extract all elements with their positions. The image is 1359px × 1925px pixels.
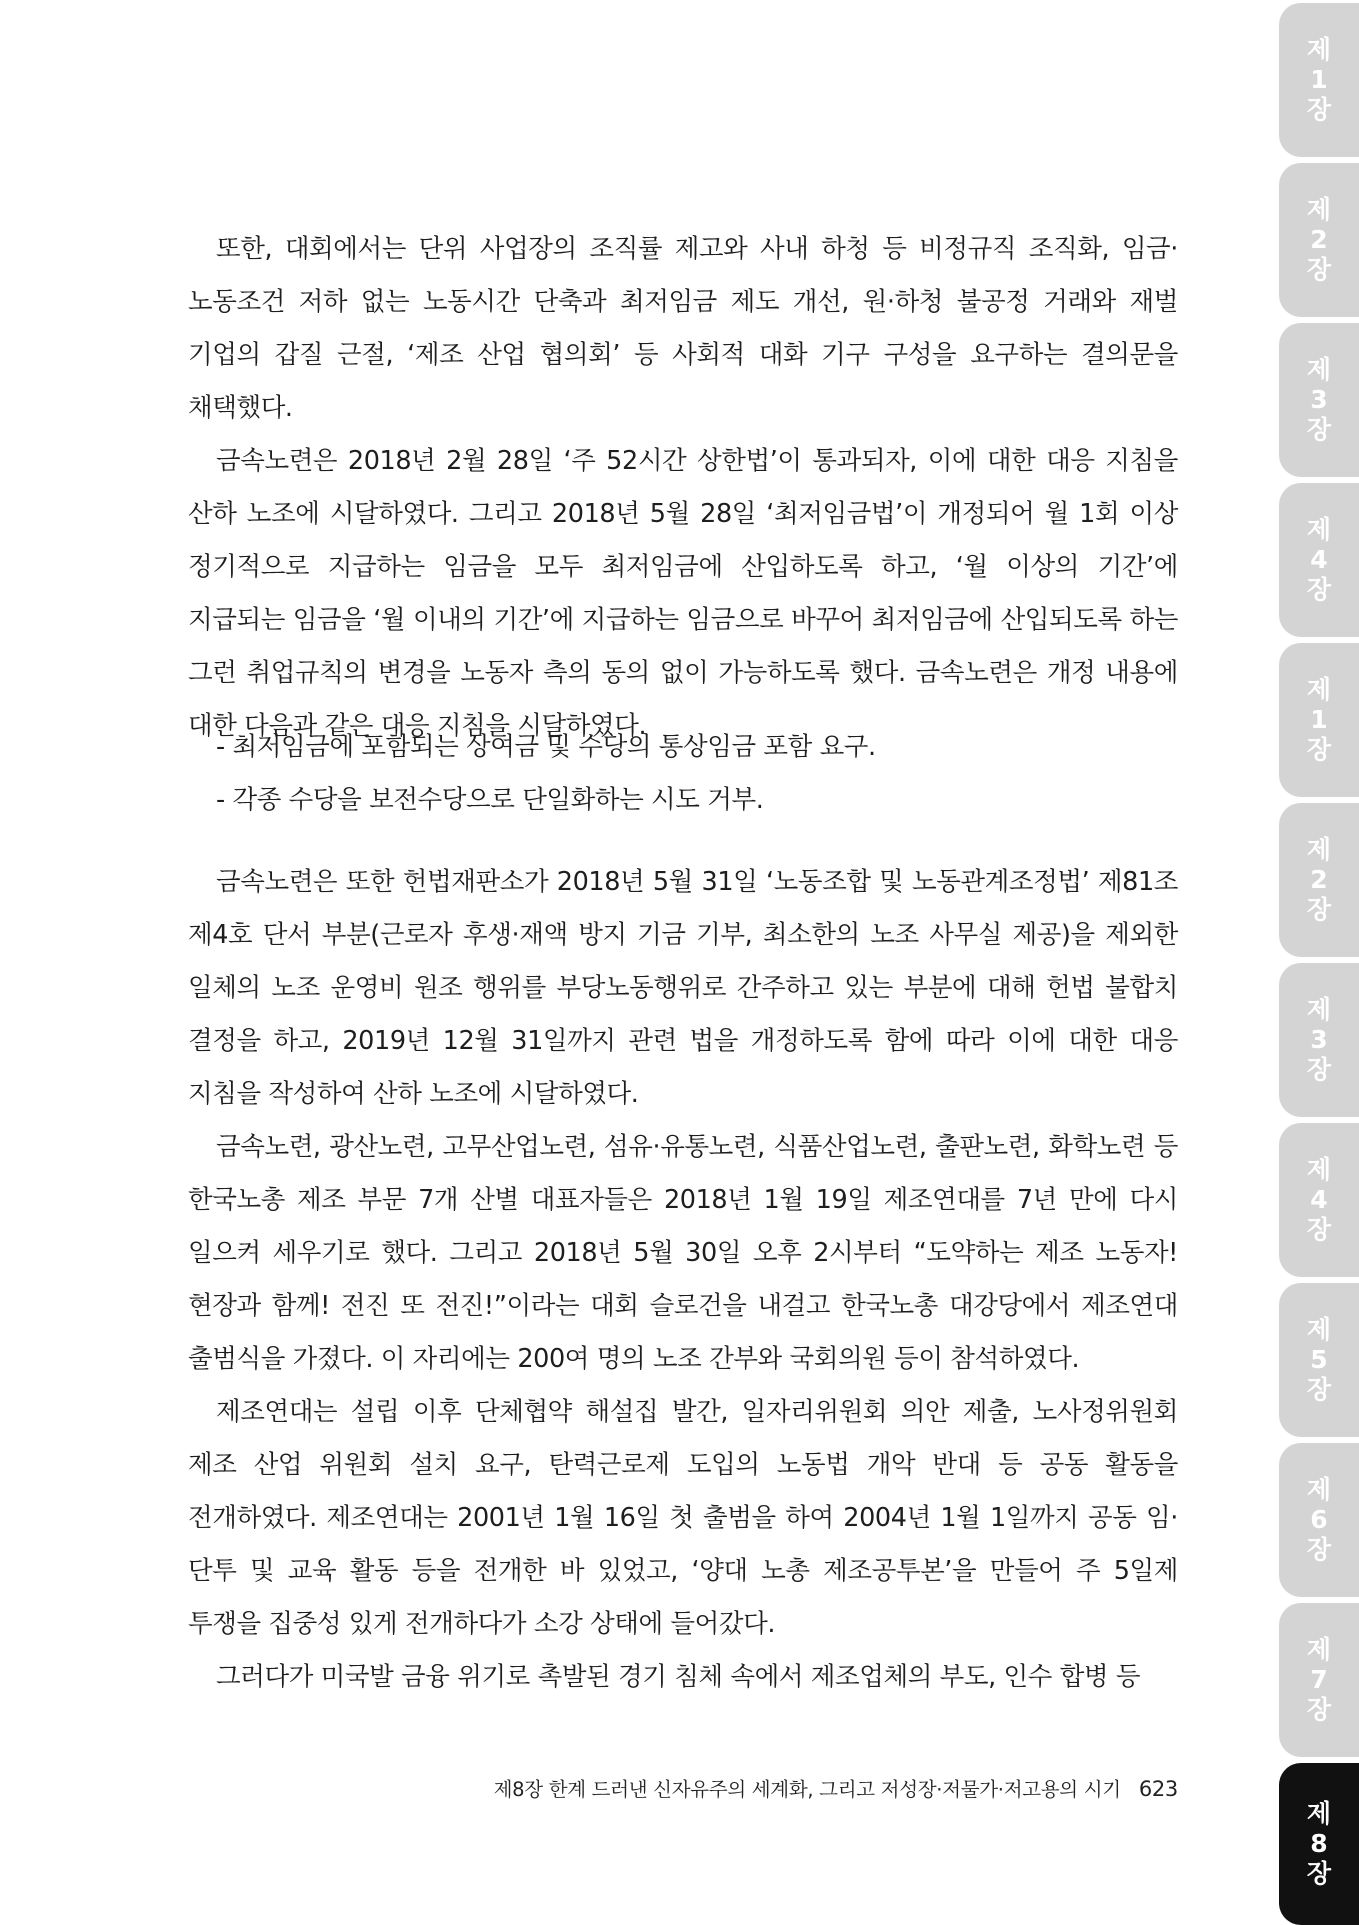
paragraph: 금속노련, 광산노련, 고무산업노련, 섬유·유통노련, 식품산업노련, 출판노련, 화학노련 등 한국노총 제조 부문 7개 산별 대표자들은 2018년 1월 19일 제조연대를 7년 만에 다시 일으켜 세우기로 했다. 그리고 2018년 5월 30일 오후 2시부터 “도약하는 제조 노동자! 현장과 함께! 전진 또 전진!”이라는 대회 슬로건을 내걸고 한국노총 대강당에서 제조연대 출범식을 가졌다. 이 자리에는 200여 명의 노조 간부와 국회의원 등이 참석하였다. (188, 1132, 1178, 1374)
chapter-tab[interactable] (1279, 643, 1359, 797)
chapter-tab[interactable] (1279, 1123, 1359, 1277)
chapter-tab-top: 제 (1306, 995, 1332, 1024)
chapter-tab-num: 8 (1310, 1829, 1328, 1858)
chapter-tab-top: 제 (1306, 35, 1332, 64)
chapter-tab-num: 1 (1310, 65, 1328, 94)
chapter-tab[interactable] (1279, 3, 1359, 157)
bullet-list (188, 721, 1178, 827)
chapter-tab-top: 제 (1306, 195, 1332, 224)
chapter-tab-bottom: 장 (1306, 1055, 1332, 1084)
chapter-tab-bottom: 장 (1306, 575, 1332, 604)
chapter-tab-bottom: 장 (1306, 895, 1332, 924)
chapter-tab-top: 제 (1306, 1315, 1332, 1344)
list-item: - 최저임금에 포함되는 상여금 및 수당의 통상임금 포함 요구. (216, 732, 876, 762)
page-number: 623 (1138, 1777, 1178, 1801)
chapter-tab[interactable] (1279, 483, 1359, 637)
paragraph: 또한, 대회에서는 단위 사업장의 조직률 제고와 사내 하청 등 비정규직 조직화, 임금·노동조건 저하 없는 노동시간 단축과 최저임금 제도 개선, 원·하청 불공정 거래와 재벌 기업의 갑질 근절, ‘제조 산업 협의회’ 등 사회적 대화 기구 구성을 요구하는 결의문을 채택했다. (188, 234, 1178, 423)
chapter-tab-top: 제 (1306, 835, 1332, 864)
chapter-tab-num: 3 (1310, 385, 1328, 414)
chapter-tab-num: 7 (1310, 1665, 1328, 1694)
chapter-tab-bottom: 장 (1306, 415, 1332, 444)
chapter-tab-top: 제 (1306, 1475, 1332, 1504)
chapter-tab-top: 제 (1306, 1155, 1332, 1184)
chapter-tab[interactable] (1279, 963, 1359, 1117)
chapter-tab-num: 4 (1310, 1185, 1328, 1214)
list-item: - 각종 수당을 보전수당으로 단일화하는 시도 거부. (216, 785, 764, 815)
running-footer (494, 1774, 1178, 1802)
chapter-tab-bottom: 장 (1306, 1215, 1332, 1244)
paragraph: 금속노련은 2018년 2월 28일 ‘주 52시간 상한법’이 통과되자, 이에 대한 대응 지침을 산하 노조에 시달하였다. 그리고 2018년 5월 28일 ‘최저임금법’이 개정되어 월 1회 이상 정기적으로 지급하는 임금을 모두 최저임금에 산입하도록 하고, ‘월 이상의 기간’에 지급되는 임금을 ‘월 이내의 기간’에 지급하는 임금으로 바꾸어 최저임금에 산입되도록 하는 그런 취업규칙의 변경을 노동자 측의 동의 없이 가능하도록 했다. 금속노련은 개정 내용에 대한 다음과 같은 대응 지침을 시달하였다. (188, 446, 1178, 741)
chapter-tab-num: 6 (1310, 1505, 1328, 1534)
chapter-tab-bottom: 장 (1306, 735, 1332, 764)
body-text-bottom (188, 856, 1178, 1704)
chapter-tab[interactable] (1279, 1443, 1359, 1597)
paragraph: 금속노련은 또한 헌법재판소가 2018년 5월 31일 ‘노동조합 및 노동관계조정법’ 제81조 제4호 단서 부분(근로자 후생·재액 방지 기금 기부, 최소한의 노조 사무실 제공)을 제외한 일체의 노조 운영비 원조 행위를 부당노동행위로 간주하고 있는 부분에 대해 헌법 불합치 결정을 하고, 2019년 12월 31일까지 관련 법을 개정하도록 함에 따라 이에 대한 대응 지침을 작성하여 산하 노조에 시달하였다. (188, 867, 1178, 1109)
chapter-tab-bottom: 장 (1306, 255, 1332, 284)
chapter-tab[interactable] (1279, 803, 1359, 957)
chapter-tab-bottom: 장 (1306, 1375, 1332, 1404)
chapter-tab-num: 4 (1310, 545, 1328, 574)
chapter-tab-bottom: 장 (1306, 1695, 1332, 1724)
chapter-tab[interactable] (1279, 1763, 1359, 1925)
body-text-top (188, 223, 1178, 753)
chapter-tab-num: 1 (1310, 705, 1328, 734)
chapter-tab-top: 제 (1306, 675, 1332, 704)
chapter-tab-bottom: 장 (1306, 1535, 1332, 1564)
chapter-tabs (1279, 0, 1359, 1920)
chapter-tab[interactable] (1279, 1283, 1359, 1437)
chapter-tab-num: 2 (1310, 865, 1328, 894)
paragraph: 그러다가 미국발 금융 위기로 촉발된 경기 침체 속에서 제조업체의 부도, 인수 합병 등 (216, 1662, 1141, 1692)
chapter-tab[interactable] (1279, 1603, 1359, 1757)
chapter-tab[interactable] (1279, 163, 1359, 317)
chapter-tab-top: 제 (1306, 1799, 1332, 1828)
chapter-tab-num: 5 (1310, 1345, 1328, 1374)
chapter-tab-bottom: 장 (1306, 1859, 1332, 1888)
chapter-tab-top: 제 (1306, 515, 1332, 544)
paragraph: 제조연대는 설립 이후 단체협약 해설집 발간, 일자리위원회 의안 제출, 노사정위원회 제조 산업 위원회 설치 요구, 탄력근로제 도입의 노동법 개악 반대 등 공동 활동을 전개하였다. 제조연대는 2001년 1월 16일 첫 출범을 하여 2004년 1월 1일까지 공동 임·단투 및 교육 활동 등을 전개한 바 있었고, ‘양대 노총 제조공투본’을 만들어 주 5일제 투쟁을 집중성 있게 전개하다가 소강 상태에 들어갔다. (188, 1397, 1178, 1639)
chapter-tab-num: 3 (1310, 1025, 1328, 1054)
footer-chapter-title: 제8장 한계 드러낸 신자유주의 세계화, 그리고 저성장·저물가·저고용의 시기 (493, 1778, 1121, 1801)
chapter-tab-bottom: 장 (1306, 95, 1332, 124)
chapter-tab-top: 제 (1306, 1635, 1332, 1664)
chapter-tab-top: 제 (1306, 355, 1332, 384)
chapter-tab[interactable] (1279, 323, 1359, 477)
chapter-tab-num: 2 (1310, 225, 1328, 254)
